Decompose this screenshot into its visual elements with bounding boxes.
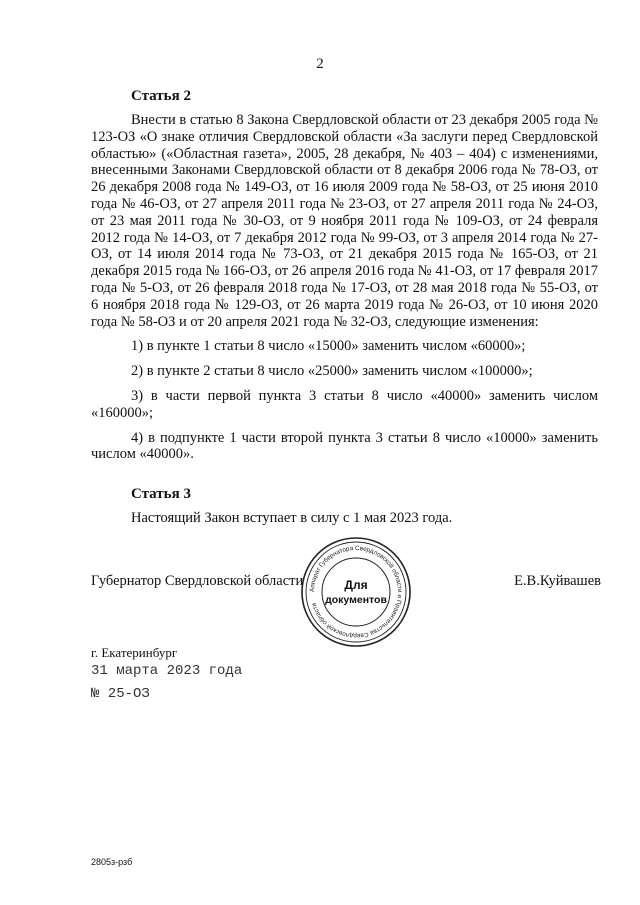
signing-date: 31 марта 2023 года — [91, 663, 243, 679]
footer-code: 2805з-рзб — [91, 857, 133, 867]
article-2-item-2: 2) в пункте 2 статьи 8 число «25000» заменить числом «100000»; — [131, 363, 533, 380]
article-2-item-1: 1) в пункте 1 статьи 8 число «15000» заменить числом «60000»; — [131, 338, 526, 355]
signature-name: Е.В.Куйвашев — [514, 573, 601, 589]
signature-title: Губернатор Свердловской области — [91, 573, 304, 589]
article-2-intro: Внести в статью 8 Закона Свердловской области от 23 декабря 2005 года № 123-ОЗ «О знаке отличия Свердловской области «За заслуги перед Свердловской областью» («Областная газета», 2005, 28 декабря, № 403 – 404) с изменениями, внесенными Законами Свердловской области от 8 декабря 2006 года № 78-ОЗ, от 26 декабря 2008 года № 149-ОЗ, от 16 июля 2009 года № 58-ОЗ, от 25 июня 2010 года № 46-ОЗ, от 27 апреля 2011 года № 23-ОЗ, от 27 апреля 2011 года № 24-ОЗ, от 23 мая 2011 года № 30-ОЗ, от 9 ноября 2011 года № 109-ОЗ, от 24 февраля 2012 года № 14-ОЗ, от 7 декабря 2012 года № 99-ОЗ, от 3 апреля 2014 года № 27-ОЗ, от 14 июля 2014 года № 73-ОЗ, от 21 декабря 2015 года № 165-ОЗ, от 21 декабря 2015 года № 166-ОЗ, от 26 апреля 2016 года № 41-ОЗ, от 17 февраля 2017 года № 5-ОЗ, от 26 февраля 2018 года № 17-ОЗ, от 28 мая 2018 года № 55-ОЗ, от 6 ноября 2018 года № 129-ОЗ, от 26 марта 2019 года № 26-ОЗ, от 10 июня 2020 года № 58-ОЗ и от 20 апреля 2021 года № 32-ОЗ, следующие изменения: — [91, 112, 598, 330]
page-number: 2 — [316, 56, 324, 72]
article-2-item-4: 4) в подпункте 1 части второй пункта 3 статьи 8 число «10000» заменить числом «40000». — [91, 429, 598, 463]
article-3-heading: Статья 3 — [131, 486, 191, 502]
article-2-item-3: 3) в части первой пункта 3 статьи 8 число «40000» заменить числом «160000»; — [91, 387, 598, 421]
official-stamp — [300, 536, 412, 648]
stamp-center-line-2: документов — [325, 594, 387, 606]
stamp-center-line-1: Для — [344, 578, 368, 592]
stamp-ring-text: Аппарат Губернатора Свердловской области и Правительства Свердловской области — [308, 544, 404, 640]
law-number: № 25-ОЗ — [91, 686, 150, 702]
article-3-text: Настоящий Закон вступает в силу с 1 мая 2023 года. — [131, 510, 453, 526]
article-2-heading: Статья 2 — [131, 88, 191, 104]
place: г. Екатеринбург — [91, 645, 178, 660]
article-2-body — [91, 112, 598, 471]
article-3-body — [91, 510, 598, 535]
